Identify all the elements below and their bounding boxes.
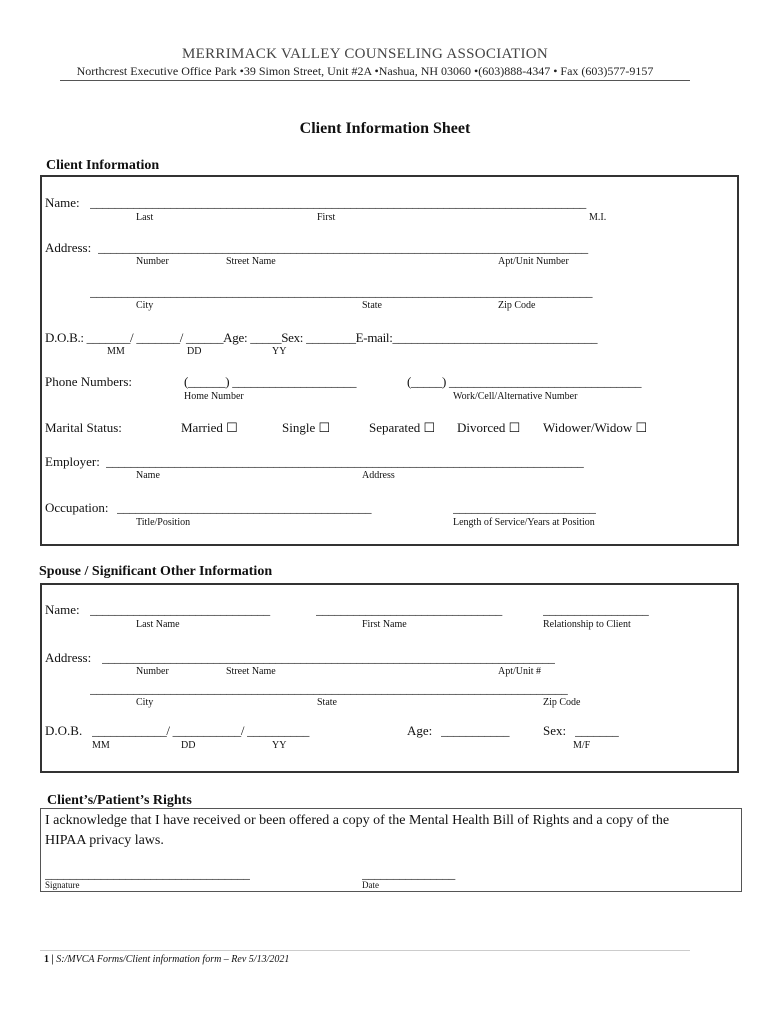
client-dob-yy-caption: YY xyxy=(272,346,287,357)
client-address-label: Address: xyxy=(45,240,92,255)
spouse-state-caption: State xyxy=(317,697,337,708)
header-divider xyxy=(60,80,690,81)
spouse-name-label: Name: xyxy=(45,602,80,617)
spouse-number-caption: Number xyxy=(136,666,169,677)
marital-widow-checkbox[interactable]: Widower/Widow ☐ xyxy=(543,420,648,435)
marital-separated-checkbox[interactable]: Separated ☐ xyxy=(369,420,436,435)
client-first-caption: First xyxy=(317,212,336,223)
rights-section-title: Client’s/Patient’s Rights xyxy=(47,793,192,808)
spouse-first-name-field[interactable]: ______________________________ xyxy=(316,602,503,617)
rights-text-line1: I acknowledge that I have received or been offered a copy of the Mental Health Bill of Rights and a copy of the xyxy=(45,813,670,828)
client-city-caption: City xyxy=(136,300,154,311)
organization-address: Northcrest Executive Office Park •39 Simon Street, Unit #2A •Nashua, NH 03060 •(603)888-4347 • Fax (603)577-9157 xyxy=(76,64,654,78)
spouse-street-caption: Street Name xyxy=(226,666,276,677)
spouse-dob-field[interactable]: ____________/ ___________/ __________ xyxy=(92,723,310,738)
client-home-phone-caption: Home Number xyxy=(184,391,244,402)
signature-caption: Signature xyxy=(45,880,80,890)
organization-name: MERRIMACK VALLEY COUNSELING ASSOCIATION xyxy=(181,46,549,62)
client-marital-label: Marital Status: xyxy=(45,420,122,435)
client-apt-caption: Apt/Unit Number xyxy=(498,256,569,267)
spouse-apt-caption: Apt/Unit # xyxy=(498,666,542,677)
spouse-dob-yy-caption: YY xyxy=(272,740,287,751)
rights-text-line2: HIPAA privacy laws. xyxy=(45,833,164,848)
client-state-caption: State xyxy=(362,300,382,311)
client-name-field[interactable]: ________________________________________________________________________________ xyxy=(90,195,587,210)
client-number-caption: Number xyxy=(136,256,169,267)
footer-divider xyxy=(40,950,690,951)
spouse-dob-dd-caption: DD xyxy=(181,740,196,751)
client-last-caption: Last xyxy=(136,212,154,223)
client-work-phone-caption: Work/Cell/Alternative Number xyxy=(453,391,578,402)
client-info-box xyxy=(40,175,739,546)
client-street-caption: Street Name xyxy=(226,256,276,267)
client-dob-age-sex-email-row[interactable]: D.O.B.: _______/ _______/ ______Age: _____Sex: ________E-mail:_________________________________ xyxy=(45,330,598,345)
client-city-state-zip-field[interactable]: _________________________________________________________________________________ xyxy=(90,284,593,299)
spouse-address-label: Address: xyxy=(45,650,92,665)
marital-married-checkbox[interactable]: Married ☐ xyxy=(181,420,238,435)
client-name-label: Name: xyxy=(45,195,80,210)
marital-divorced-checkbox[interactable]: Divorced ☐ xyxy=(457,420,521,435)
client-dob-dd-caption: DD xyxy=(187,346,202,357)
client-phone-label: Phone Numbers: xyxy=(45,374,133,389)
spouse-relationship-field[interactable]: _________________ xyxy=(543,602,649,617)
spouse-first-caption: First Name xyxy=(362,619,407,630)
spouse-last-caption: Last Name xyxy=(136,619,180,630)
spouse-sex-label: Sex: xyxy=(543,723,567,738)
spouse-age-field[interactable]: ___________ xyxy=(441,723,510,738)
spouse-zip-caption: Zip Code xyxy=(543,697,581,708)
spouse-last-name-field[interactable]: _____________________________ xyxy=(90,602,270,617)
client-mi-caption: M.I. xyxy=(589,212,607,223)
spouse-dob-mm-caption: MM xyxy=(92,740,110,751)
client-home-phone-field[interactable]: (______) ____________________ xyxy=(184,374,357,389)
signature-field[interactable]: _________________________________ xyxy=(45,866,250,881)
client-occupation-label: Occupation: xyxy=(45,500,109,515)
service-length-caption: Length of Service/Years at Position xyxy=(453,517,595,528)
client-service-length-field[interactable]: _______________________ xyxy=(453,500,596,515)
spouse-dob-label: D.O.B. xyxy=(45,723,83,738)
spouse-city-state-zip-field[interactable]: _____________________________________________________________________________ xyxy=(90,681,568,696)
client-work-phone-field[interactable]: (_____) _______________________________ xyxy=(407,374,642,389)
spouse-age-label: Age: xyxy=(407,723,433,738)
client-address-field[interactable]: _______________________________________________________________________________ xyxy=(98,240,588,255)
occupation-title-caption: Title/Position xyxy=(136,517,191,528)
client-dob-mm-caption: MM xyxy=(107,346,125,357)
page-number: 1 | xyxy=(44,954,54,965)
employer-name-caption: Name xyxy=(136,470,160,481)
footer-text: S:/MVCA Forms/Client information form – Rev 5/13/2021 xyxy=(53,954,290,965)
spouse-sex-field[interactable]: _______ xyxy=(575,723,619,738)
date-field[interactable]: _______________ xyxy=(362,866,456,881)
document-title: Client Information Sheet xyxy=(299,120,471,137)
client-employer-label: Employer: xyxy=(45,454,100,469)
spouse-relationship-caption: Relationship to Client xyxy=(543,619,631,630)
client-employer-field[interactable]: _____________________________________________________________________________ xyxy=(106,454,584,469)
client-occupation-field[interactable]: _________________________________________ xyxy=(117,500,372,515)
spouse-sex-caption: M/F xyxy=(573,740,591,751)
spouse-section-title: Spouse / Significant Other Information xyxy=(39,564,273,579)
spouse-address-field[interactable]: _________________________________________________________________________ xyxy=(102,650,555,665)
page-footer xyxy=(44,954,289,965)
client-section-title: Client Information xyxy=(46,158,160,173)
client-zip-caption: Zip Code xyxy=(498,300,536,311)
employer-address-caption: Address xyxy=(362,470,395,481)
spouse-city-caption: City xyxy=(136,697,154,708)
marital-single-checkbox[interactable]: Single ☐ xyxy=(282,420,331,435)
date-caption: Date xyxy=(362,880,379,890)
